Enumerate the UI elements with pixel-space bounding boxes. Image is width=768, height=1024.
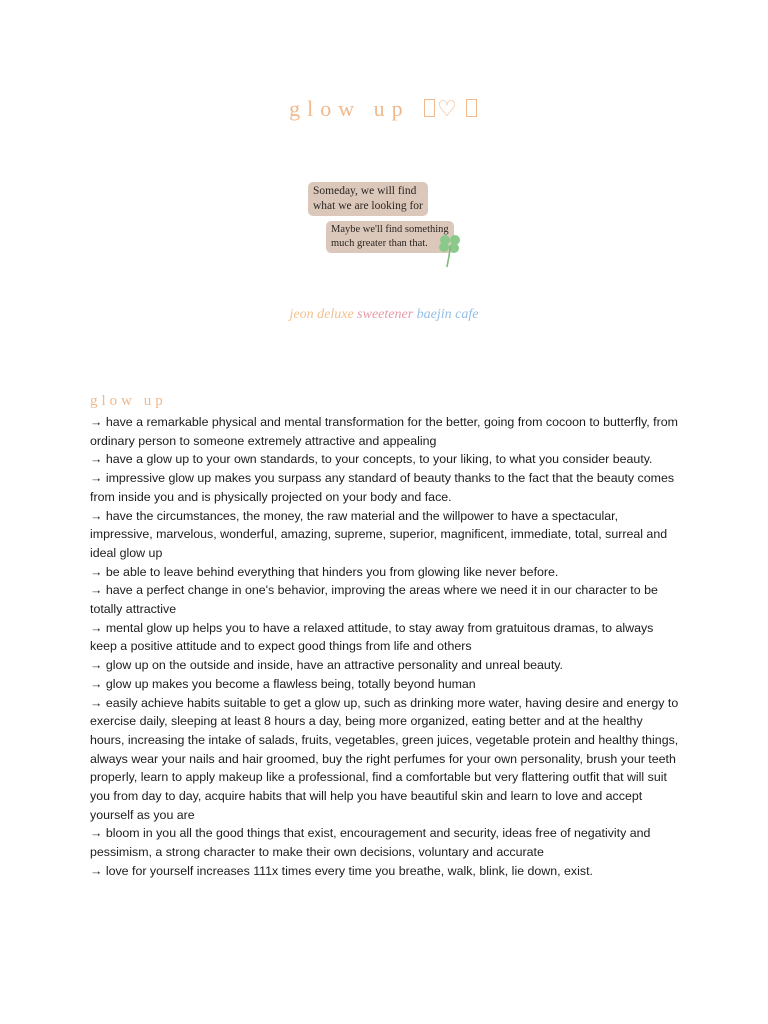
list-item: → impressive glow up makes you surpass any standard of beauty thanks to the fact that the beauty comes from inside you and is physically projected on your body and face. xyxy=(90,471,675,504)
tagline-part-2: sweetener xyxy=(357,307,414,322)
list-item: → mental glow up helps you to have a relaxed attitude, to stay away from gratuitous dramas, to always keep a positive attitude and to expect good things from life and others xyxy=(90,620,654,654)
list-item: → have a perfect change in one's behavior, improving the areas where we need it in our character to be totally attractive xyxy=(90,583,658,617)
missing-glyph-icon xyxy=(466,99,477,117)
list-item: → have a remarkable physical and mental transformation for the better, going from cocoon to butterfly, from ordinary person to someone extremely attractive and appealing xyxy=(90,415,678,448)
tagline xyxy=(0,307,768,323)
quote-line: what we are looking for xyxy=(313,200,423,212)
list-item: → have a glow up to your own standards, to your concepts, to your liking, to what you consider beauty. xyxy=(90,452,653,467)
list-item: → have the circumstances, the money, the raw material and the willpower to have a spectacular, impressive, marvelous, wonderful, amazing, supreme, superior, magnificent, immediate, total, surreal and ideal glow up xyxy=(90,508,668,560)
quote-block-2 xyxy=(326,221,454,253)
missing-glyph-icon xyxy=(424,99,435,117)
list-item: → bloom in you all the good things that exist, encouragement and security, ideas free of negativity and pessimism, a strong character to make their own decisions, voluntary and accurate xyxy=(90,826,651,860)
quote-line: Maybe we'll find something xyxy=(331,224,449,235)
four-leaf-clover-icon xyxy=(436,232,464,268)
list-item: → love for yourself increases 111x times every time you breathe, walk, blink, lie down, exist. xyxy=(90,863,593,878)
list-item: → glow up makes you become a flawless being, totally beyond human xyxy=(90,676,476,691)
quote-line: much greater than that. xyxy=(331,238,428,249)
list-item: → easily achieve habits suitable to get a glow up, such as drinking more water, having desire and energy to exercise daily, sleeping at least 8 hours a day, being more organized, eating better and at the healthy hours, increasing the intake of salads, fruits, vegetables, green juices, vegetable protein and healthy things, always wear your nails and hair groomed, buy the right perfumes for your own personality, brush your teeth properly, learn to apply makeup like a professional, find a comfortable but very flattering outfit that will suit you from day to day, acquire habits that will help you have beautiful skin and learn to love and accept yourself as you are xyxy=(90,695,679,822)
quote-block-1 xyxy=(308,182,428,216)
section-heading: glow up xyxy=(90,393,167,409)
list-item: → glow up on the outside and inside, have an attractive personality and unreal beauty. xyxy=(90,658,563,673)
title-text: glow up xyxy=(289,96,410,121)
tagline-part-1: jeon deluxe xyxy=(289,307,354,322)
tagline-part-3: baejin cafe xyxy=(416,307,479,322)
section-body xyxy=(90,413,680,881)
page-title xyxy=(0,96,768,122)
heart-icon: ♡ xyxy=(437,96,464,121)
quote-line: Someday, we will find xyxy=(313,185,417,197)
list-item: → be able to leave behind everything that hinders you from glowing like never before. xyxy=(90,564,559,579)
